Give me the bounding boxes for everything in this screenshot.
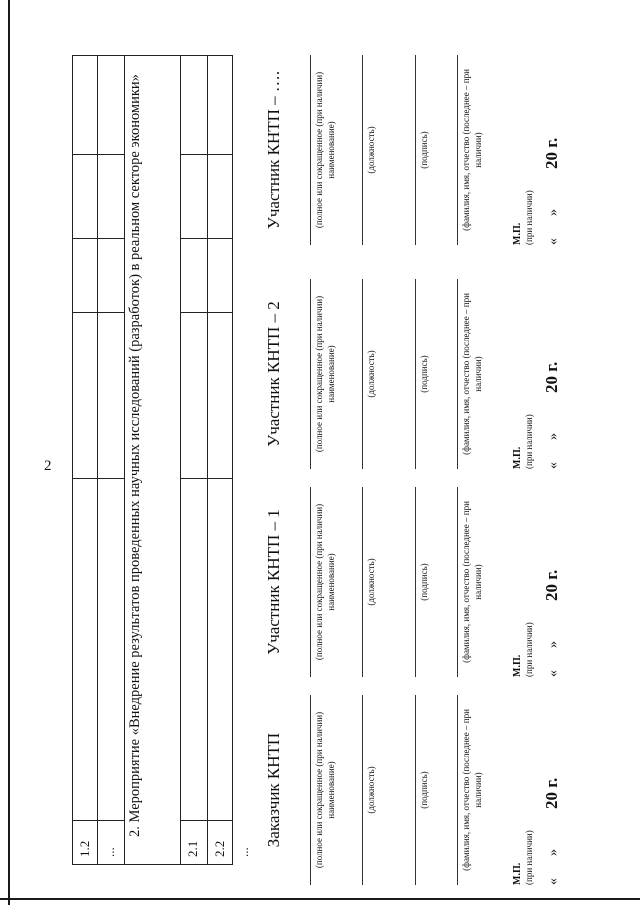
name-caption: (полное или сокращенное (при наличии) наименование) [314,295,336,453]
position-caption: (должность) [366,126,376,174]
name-caption: (полное или сокращенное (при наличии) наименование) [314,503,336,661]
sign-caption: (подпись) [419,771,429,809]
signature-block-title: Участник КНТП – …. [264,70,283,230]
stamp-note: (при наличии) [524,830,534,885]
fio-caption: (фамилия, имя, отчество (последнее – при наличии) [461,293,483,455]
page-number: 2 [44,458,52,474]
stamp-label: М.П. [512,222,523,245]
section-title: 2. Мероприятие «Внедрение результатов проведенных научных исследований (разработок) в реальном секторе экономики» [127,74,143,837]
date-line: «»20 г. [542,569,561,677]
signature-block-title: Участник КНТП – 2 [264,301,283,447]
stamp-note: (при наличии) [524,622,534,677]
signature-block-participant-1 [250,487,640,677]
signature-block-title: Заказчик КНТП [264,732,283,848]
signature-block-participant-2 [250,279,640,469]
table-row-label: 2.1 [185,840,200,857]
signature-block-participant-n [250,55,640,245]
position-caption: (должность) [366,558,376,606]
stamp-label: М.П. [512,446,523,469]
date-line: «»20 г. [542,137,561,245]
fio-caption: (фамилия, имя, отчество (последнее – при наличии) [461,709,483,871]
stamp-note: (при наличии) [524,414,534,469]
table-row-label: 1.2 [77,840,92,857]
table-row-label: ... [236,847,251,857]
position-caption: (должность) [366,350,376,398]
fio-caption: (фамилия, имя, отчество (последнее – при наличии) [461,69,483,231]
fio-caption: (фамилия, имя, отчество (последнее – при наличии) [461,501,483,663]
stamp-label: М.П. [512,654,523,677]
name-caption: (полное или сокращенное (при наличии) наименование) [314,711,336,869]
stamp-note: (при наличии) [524,190,534,245]
position-caption: (должность) [366,766,376,814]
name-caption: (полное или сокращенное (при наличии) наименование) [314,71,336,229]
table-row-label: ... [102,847,117,857]
activities-table [72,55,251,865]
sign-caption: (подпись) [419,355,429,393]
signature-block-title: Участник КНТП – 1 [264,509,283,655]
sign-caption: (подпись) [419,131,429,169]
table-row-label: 2.2 [212,840,227,857]
stamp-label: М.П. [512,862,523,885]
signature-block-customer [250,695,640,885]
date-line: «»20 г. [542,777,561,885]
date-line: «»20 г. [542,361,561,469]
sign-caption: (подпись) [419,563,429,601]
